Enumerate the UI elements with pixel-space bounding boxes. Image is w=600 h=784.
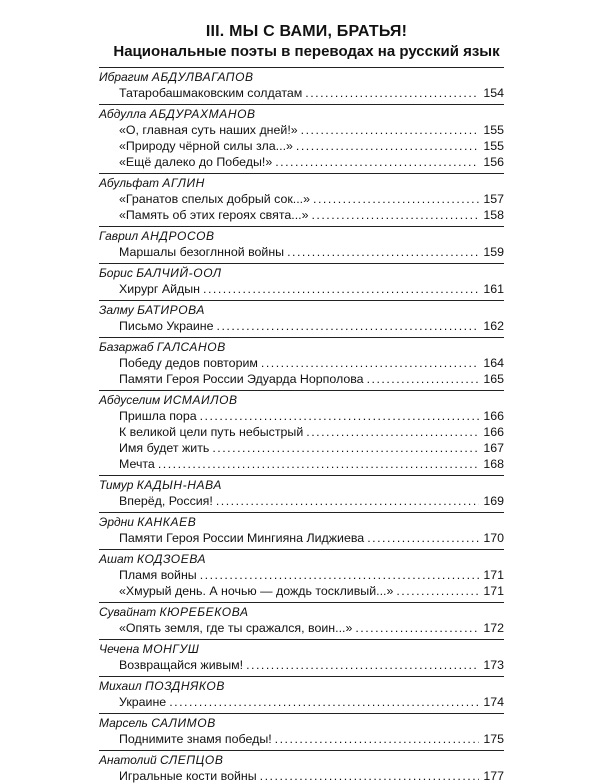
author-surname: БАЛЧИЙ-ООЛ <box>136 266 222 280</box>
toc-entry[interactable] <box>99 408 504 424</box>
page-number: 173 <box>483 658 504 672</box>
entry-title: Игральные кости войны <box>119 769 257 783</box>
entry-title: «Ещё далеко до Победы!» <box>119 155 273 169</box>
page-number: 154 <box>483 86 504 100</box>
entry-title: «Гранатов спелых добрый сок...» <box>119 192 311 206</box>
entry-title: Имя будет жить <box>119 441 210 455</box>
dot-leader <box>311 207 479 223</box>
toc-entry[interactable] <box>99 456 504 472</box>
toc-entry[interactable] <box>99 657 504 673</box>
toc-entry[interactable] <box>99 85 504 101</box>
dot-leader <box>367 371 479 387</box>
dot-leader <box>200 408 479 424</box>
entry-title: К великой цели путь небыстрый <box>119 425 304 439</box>
page-number: 155 <box>483 139 504 153</box>
author-first-name: Ашат <box>99 552 134 566</box>
toc-entry[interactable] <box>99 154 504 170</box>
author-group <box>99 337 504 387</box>
page-number: 161 <box>483 282 504 296</box>
entry-title: Маршалы безоглнной войны <box>119 245 285 259</box>
toc-entry[interactable] <box>99 424 504 440</box>
dot-leader <box>203 281 479 297</box>
author-first-name: Эрдни <box>99 515 134 529</box>
toc-entry[interactable] <box>99 138 504 154</box>
page-number: 169 <box>483 494 504 508</box>
entry-title: Победу дедов повторим <box>119 356 258 370</box>
author-first-name: Борис <box>99 266 133 280</box>
toc-entry[interactable] <box>99 122 504 138</box>
page-number: 164 <box>483 356 504 370</box>
dot-leader <box>305 85 479 101</box>
author-surname: БАТИРОВА <box>137 303 205 317</box>
author-surname: ИСМАИЛОВ <box>163 393 238 407</box>
page-number: 171 <box>483 584 504 598</box>
dot-leader <box>287 244 479 260</box>
page-number: 158 <box>483 208 504 222</box>
page-number: 165 <box>483 372 504 386</box>
page-number: 166 <box>483 425 504 439</box>
author-group <box>99 713 504 747</box>
author-first-name: Абдулла <box>99 107 147 121</box>
author-first-name: Базаржаб <box>99 340 154 354</box>
author-group <box>99 639 504 673</box>
author-surname: АБДУЛВАГАПОВ <box>151 70 254 84</box>
author-group <box>99 750 504 784</box>
author-first-name: Марсель <box>99 716 148 730</box>
entry-title: Возвращайся живым! <box>119 658 244 672</box>
author-name <box>99 639 504 657</box>
author-first-name: Михаил <box>99 679 142 693</box>
page-number: 172 <box>483 621 504 635</box>
author-first-name: Абдуселим <box>99 393 161 407</box>
entry-title: «Природу чёрной силы зла...» <box>119 139 293 153</box>
toc-entry[interactable] <box>99 371 504 387</box>
page-number: 156 <box>483 155 504 169</box>
author-first-name: Гаврил <box>99 229 139 243</box>
page-number: 168 <box>483 457 504 471</box>
author-surname: АГЛИН <box>162 176 205 190</box>
page-number: 175 <box>483 732 504 746</box>
toc-entry[interactable] <box>99 207 504 223</box>
entry-title: Вперёд, Россия! <box>119 494 213 508</box>
author-name <box>99 390 504 408</box>
dot-leader <box>246 657 479 673</box>
page-number: 166 <box>483 409 504 423</box>
entry-title: Хирург Айдын <box>119 282 201 296</box>
author-first-name: Залму <box>99 303 134 317</box>
author-surname: АНДРОСОВ <box>141 229 215 243</box>
toc-entry[interactable] <box>99 318 504 334</box>
toc-entry[interactable] <box>99 281 504 297</box>
dot-leader <box>306 424 479 440</box>
author-group <box>99 263 504 297</box>
author-group <box>99 67 504 101</box>
page-number: 171 <box>483 568 504 582</box>
author-surname: САЛИМОВ <box>151 716 216 730</box>
author-group <box>99 104 504 170</box>
author-surname: АБДУРАХМАНОВ <box>149 107 256 121</box>
toc-entry[interactable] <box>99 583 504 599</box>
dot-leader <box>396 583 479 599</box>
dot-leader <box>301 122 479 138</box>
toc-entry[interactable] <box>99 355 504 371</box>
author-name <box>99 226 504 244</box>
author-group <box>99 173 504 223</box>
author-surname: МОНГУШ <box>142 642 200 656</box>
author-name <box>99 750 504 768</box>
page-number: 155 <box>483 123 504 137</box>
author-first-name: Абульфат <box>99 176 159 190</box>
author-name <box>99 104 504 122</box>
author-group <box>99 300 504 334</box>
author-name <box>99 475 504 493</box>
author-surname: КЮРЕБЕКОВА <box>159 605 249 619</box>
author-surname: ПОЗДНЯКОВ <box>145 679 225 693</box>
dot-leader <box>355 620 479 636</box>
toc-entry[interactable] <box>99 244 504 260</box>
author-group <box>99 549 504 599</box>
author-name <box>99 713 504 731</box>
page-number: 174 <box>483 695 504 709</box>
dot-leader <box>260 768 479 784</box>
page-number: 170 <box>483 531 504 545</box>
entry-title: Пришла пора <box>119 409 197 423</box>
page-number: 157 <box>483 192 504 206</box>
entry-title: Памяти Героя России Эдуарда Норполова <box>119 372 364 386</box>
author-first-name: Ибрагим <box>99 70 149 84</box>
toc-entry[interactable] <box>99 191 504 207</box>
author-first-name: Тимур <box>99 478 134 492</box>
toc-entry[interactable] <box>99 694 504 710</box>
entry-title: Украине <box>119 695 167 709</box>
entry-title: «Память об этих героях свята...» <box>119 208 309 222</box>
toc-list <box>99 67 504 784</box>
author-surname: КОДЗОЕВА <box>136 552 207 566</box>
dot-leader <box>275 154 479 170</box>
author-group <box>99 512 504 546</box>
dot-leader <box>217 318 479 334</box>
entry-title: «О, главная суть наших дней!» <box>119 123 298 137</box>
author-surname: СЛЕПЦОВ <box>160 753 224 767</box>
author-first-name: Анатолий <box>99 753 157 767</box>
author-name <box>99 300 504 318</box>
dot-leader <box>367 530 479 546</box>
toc-entry[interactable] <box>99 530 504 546</box>
author-group <box>99 390 504 472</box>
author-name <box>99 549 504 567</box>
page-number: 162 <box>483 319 504 333</box>
dot-leader <box>216 493 479 509</box>
section-heading: III. МЫ С ВАМИ, БРАТЬЯ! <box>205 23 408 40</box>
author-group <box>99 602 504 636</box>
author-first-name: Чечена <box>99 642 140 656</box>
dot-leader <box>313 191 479 207</box>
page-number: 167 <box>483 441 504 455</box>
entry-title: Памяти Героя России Мингияна Лиджиева <box>119 531 365 545</box>
author-first-name: Сувайнат <box>99 605 157 619</box>
entry-title: Татаробашмаковским солдатам <box>119 86 303 100</box>
author-surname: ГАЛСАНОВ <box>156 340 226 354</box>
author-name <box>99 263 504 281</box>
author-name <box>99 512 504 530</box>
toc-entry[interactable] <box>99 768 504 784</box>
author-name <box>99 602 504 620</box>
dot-leader <box>158 456 479 472</box>
page-number: 159 <box>483 245 504 259</box>
entry-title: Мечта <box>119 457 155 471</box>
entry-title: Письмо Украине <box>119 319 214 333</box>
dot-leader <box>200 567 479 583</box>
dot-leader <box>275 731 479 747</box>
author-name <box>99 67 504 85</box>
toc-entry[interactable] <box>99 440 504 456</box>
entry-title: «Опять земля, где ты сражался, воин...» <box>119 621 353 635</box>
dot-leader <box>261 355 479 371</box>
author-group <box>99 475 504 509</box>
entry-title: Поднимите знамя победы! <box>119 732 272 746</box>
toc-entry[interactable] <box>99 567 504 583</box>
dot-leader <box>212 440 479 456</box>
author-surname: КАНКАЕВ <box>137 515 197 529</box>
page-number: 177 <box>483 769 504 783</box>
author-group <box>99 226 504 260</box>
author-group <box>99 676 504 710</box>
entry-title: «Хмурый день. А ночью — дождь тоскливый...» <box>119 584 394 598</box>
section-subheading: Национальные поэты в переводах на русский язык <box>113 43 500 60</box>
toc-entry[interactable] <box>99 493 504 509</box>
author-name <box>99 173 504 191</box>
author-surname: КАДЫН-НАВА <box>136 478 222 492</box>
author-name <box>99 337 504 355</box>
toc-entry[interactable] <box>99 620 504 636</box>
dot-leader <box>169 694 479 710</box>
entry-title: Пламя войны <box>119 568 197 582</box>
author-name <box>99 676 504 694</box>
toc-entry[interactable] <box>99 731 504 747</box>
dot-leader <box>296 138 479 154</box>
